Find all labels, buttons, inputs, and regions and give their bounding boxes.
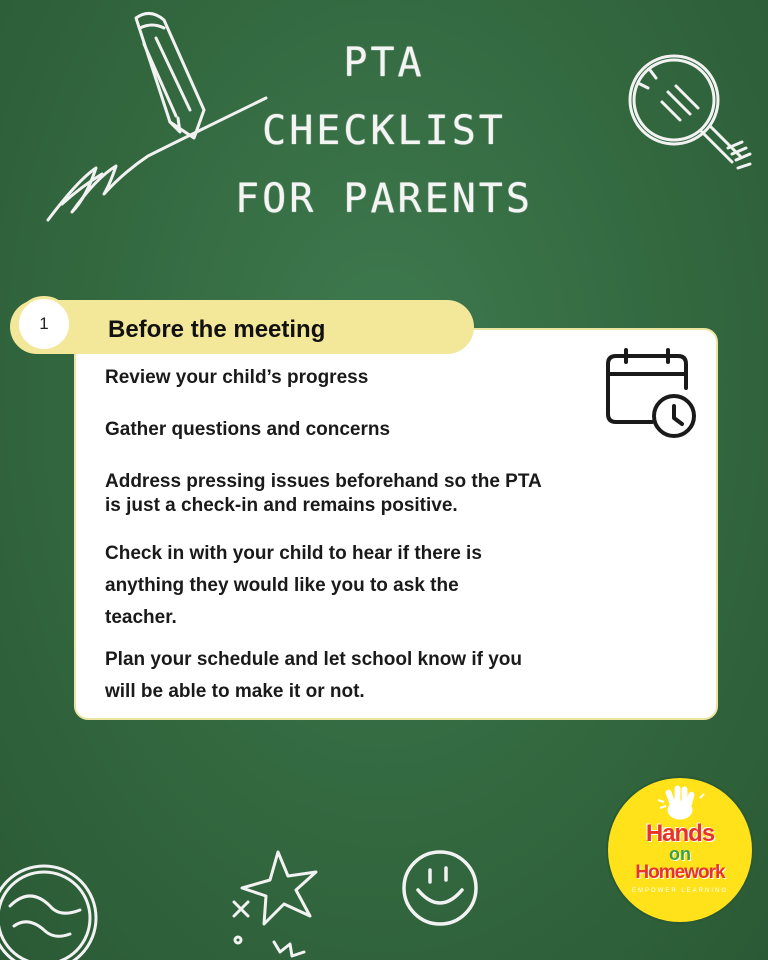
title-for-parents: FOR PARENTS	[235, 176, 533, 222]
smiley-icon	[398, 846, 482, 930]
checklist-item-line: teacher.	[105, 607, 177, 628]
checklist-item	[105, 644, 522, 708]
checklist-item-line: anything they would like you to ask the	[105, 575, 459, 596]
logo-word-homework: Homework	[635, 862, 725, 883]
logo-tagline: EMPOWER LEARNING	[631, 888, 728, 894]
checklist-item-line: Check in with your child to hear if there is	[105, 543, 482, 564]
hands-on-homework-logo	[606, 776, 754, 924]
globe-doodle-icon	[0, 856, 110, 960]
checklist-item-line: is just a check-in and remains positive.	[105, 495, 458, 516]
star-doodle-icon	[228, 846, 328, 960]
title-checklist: CHECKLIST	[262, 108, 506, 154]
checklist-item-line: will be able to make it or not.	[105, 681, 365, 702]
checklist-item-line: Plan your schedule and let school know if you	[105, 649, 523, 670]
checklist-item-line: Address pressing issues beforehand so the PTA	[105, 471, 542, 492]
section-number: 1	[16, 296, 72, 352]
section-heading: Before the meeting	[108, 316, 326, 343]
logo-word-hands: Hands	[645, 820, 715, 847]
checklist-item	[105, 470, 542, 518]
hand-icon	[654, 784, 706, 820]
checklist-item: Gather questions and concerns	[105, 419, 391, 440]
logo-word-on: on	[669, 844, 691, 864]
checklist-item	[105, 538, 482, 634]
calendar-clock-icon	[602, 346, 702, 442]
title-pta: PTA	[343, 40, 425, 86]
checklist-item: Review your child’s progress	[105, 367, 369, 388]
